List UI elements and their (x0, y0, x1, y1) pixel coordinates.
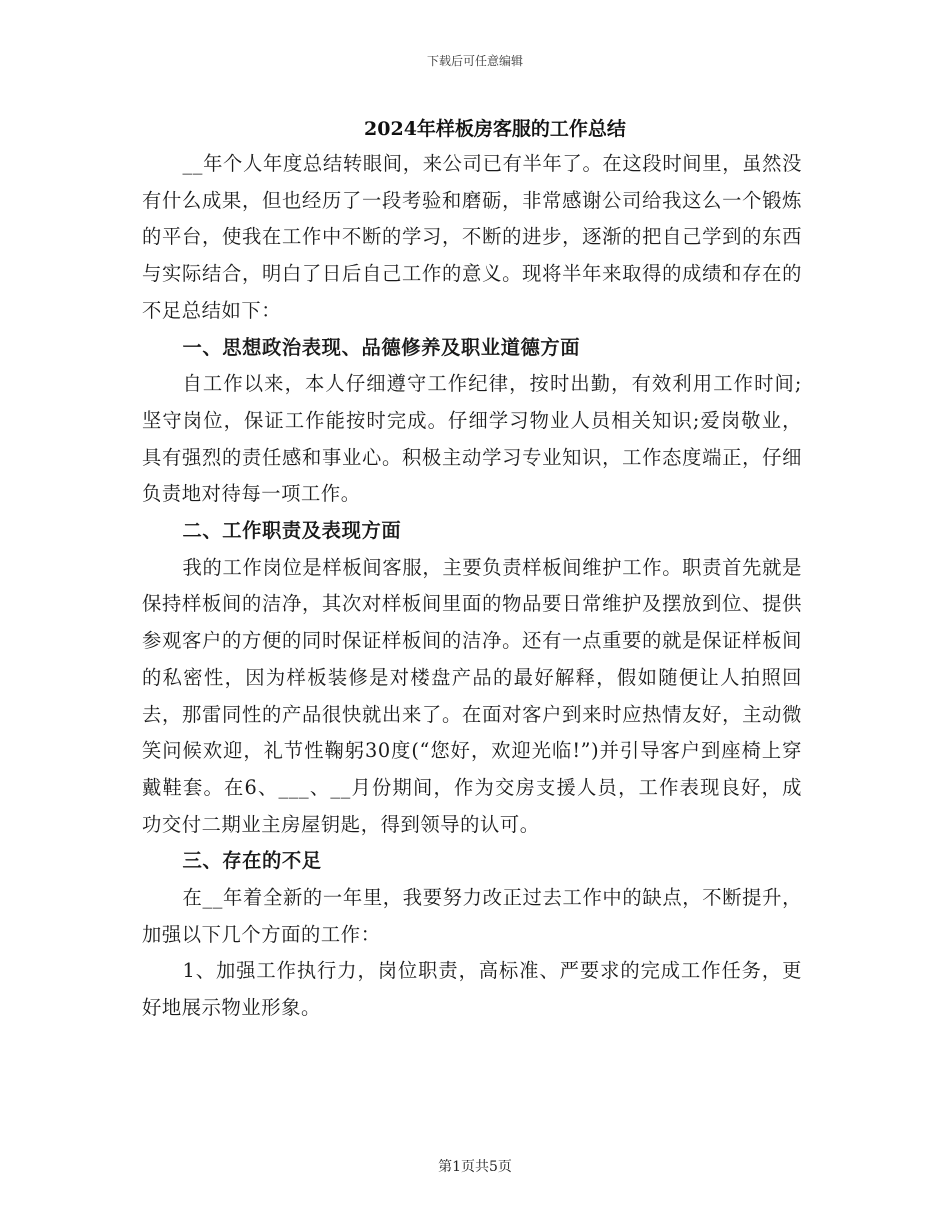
document-body (142, 146, 802, 1027)
intro-paragraph: __年个人年度总结转眼间，来公司已有半年了。在这段时间里，虽然没有什么成果，但也经历了一段考验和磨砺，非常感谢公司给我这么一个锻炼的平台，使我在工作中不断的学习，不断的进步，逐渐的把自己学到的东西与实际结合，明白了日后自己工作的意义。现将半年来取得的成绩和存在的不足总结如下： (142, 152, 802, 322)
list-item-1: 1、加强工作执行力，岗位职责，高标准、严要求的完成工作任务，更好地展示物业形象。 (142, 959, 802, 1020)
document-title: 2024年样板房客服的工作总结 (364, 118, 626, 140)
section-1-paragraph: 自工作以来，本人仔细遵守工作纪律，按时出勤，有效利用工作时间;坚守岗位，保证工作能按时完成。仔细学习物业人员相关知识;爱岗敬业，具有强烈的责任感和事业心。积极主动学习专业知识，工作态度端正，仔细负责地对待每一项工作。 (142, 372, 802, 506)
section-3-paragraph: 在__年着全新的一年里，我要努力改正过去工作中的缺点，不断提升，加强以下几个方面的工作： (142, 886, 802, 946)
section-heading-1: 一、思想政治表现、品德修养及职业道德方面 (182, 335, 581, 359)
section-heading-3: 三、存在的不足 (182, 849, 322, 873)
section-heading-2: 二、工作职责及表现方面 (182, 519, 402, 543)
page-number-footer: 第1页共5页 (438, 1159, 512, 1175)
section-2-paragraph: 我的工作岗位是样板间客服，主要负责样板间维护工作。职责首先就是保持样板间的洁净，其次对样板间里面的物品要日常维护及摆放到位、提供参观客户的方便的同时保证样板间的洁净。还有一点重要的就是保证样板间的私密性，因为样板装修是对楼盘产品的最好解释，假如随便让人拍照回去，那雷同性的产品很快就出来了。在面对客户到来时应热情友好，主动微笑问候欢迎，礼节性鞠躬30度(“您好，欢迎光临!”)并引导客户到座椅上穿戴鞋套。在6、___、__月份期间，作为交房支援人员，工作表现良好，成功交付二期业主房屋钥匙，得到领导的认可。 (142, 555, 802, 836)
download-note: 下载后可任意编辑 (426, 54, 523, 68)
